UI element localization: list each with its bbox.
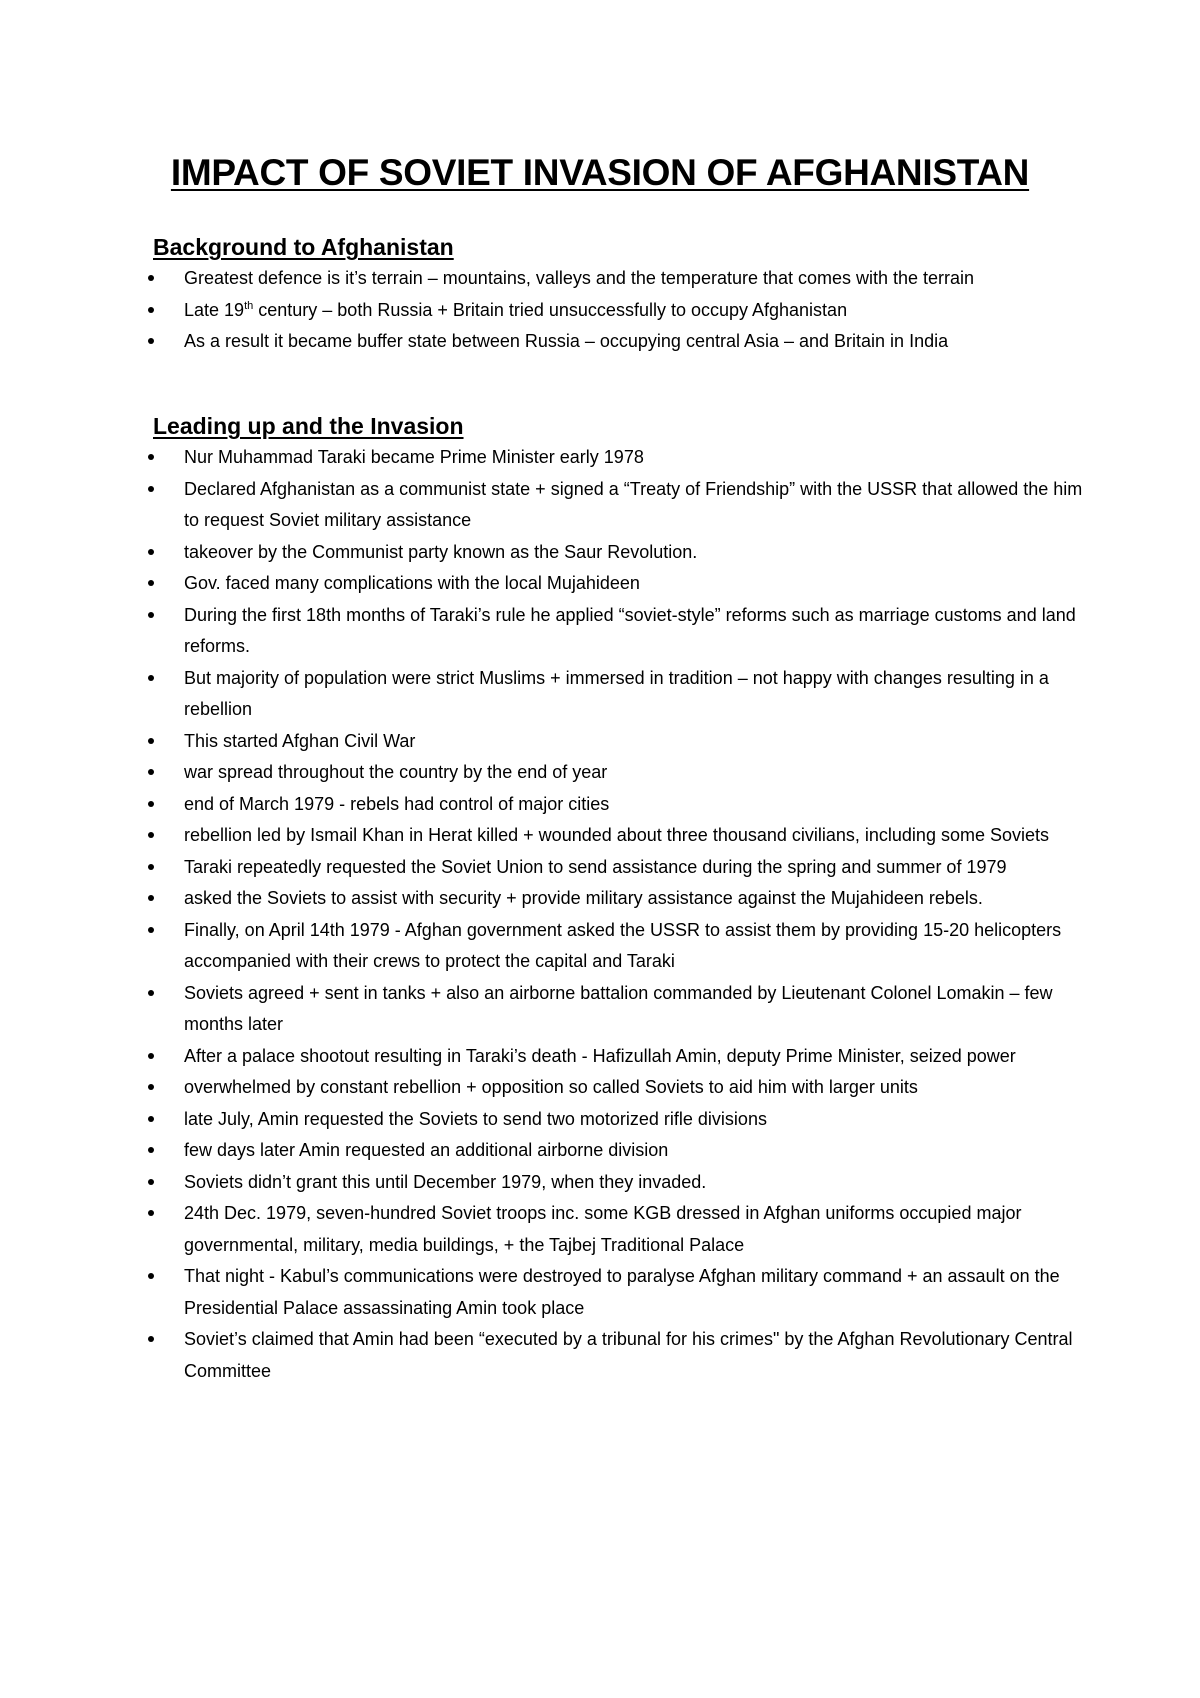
list-item	[148, 568, 1088, 600]
bullet-icon	[148, 738, 154, 744]
bullet-icon	[148, 895, 154, 901]
bullet-icon	[148, 1116, 154, 1122]
list-item-text: rebellion led by Ismail Khan in Herat killed + wounded about three thousand civilians, including some Soviets	[184, 825, 1050, 845]
bullet-icon	[148, 769, 154, 775]
list-item	[148, 852, 1088, 884]
list-item-text: Finally, on April 14th 1979 - Afghan government asked the USSR to assist them by providing 15-20 helicopters accompanied with their crews to protect the capital and Taraki	[184, 919, 1062, 971]
list-item	[148, 1041, 1088, 1073]
bullet-icon	[148, 927, 154, 933]
list-item-text: overwhelmed by constant rebellion + opposition so called Soviets to aid him with larger units	[184, 1077, 918, 1097]
list-item-text: takeover by the Communist party known as the Saur Revolution.	[184, 541, 698, 562]
bullet-icon	[148, 549, 154, 555]
list-item	[148, 295, 1088, 327]
list-item	[148, 978, 1088, 1041]
list-item	[148, 537, 1088, 569]
list-item-text: 24th Dec. 1979, seven-hundred Soviet troops inc. some KGB dressed in Afghan uniforms occupied major governmental, military, media buildings, + the Tajbej Traditional Palace	[184, 1203, 1022, 1255]
bullet-icon	[148, 1084, 154, 1090]
list-item-text: end of March 1979 - rebels had control of major cities	[184, 793, 610, 814]
section-heading-background: Background to Afghanistan	[153, 234, 454, 260]
list-item	[148, 1261, 1088, 1324]
list-item-text: Greatest defence is it’s terrain – mountains, valleys and the temperature that comes with the terrain	[184, 268, 975, 288]
list-item-text: war spread throughout the country by the end of year	[184, 762, 608, 782]
bullet-icon	[148, 338, 154, 344]
bullet-list-background	[148, 263, 1088, 358]
bullet-icon	[148, 275, 154, 281]
section-heading-invasion: Leading up and the Invasion	[153, 413, 464, 439]
bullet-icon	[148, 580, 154, 586]
list-item-text-start: Late 19	[184, 299, 245, 320]
bullet-icon	[148, 1210, 154, 1216]
list-item	[148, 1324, 1088, 1387]
bullet-icon	[148, 1053, 154, 1059]
list-item	[148, 726, 1088, 758]
bullet-icon	[148, 486, 154, 492]
list-item-text: During the first 18th months of Taraki’s rule he applied “soviet-style” reforms such as marriage customs and land reforms.	[184, 604, 1076, 656]
list-item	[148, 789, 1088, 821]
bullet-icon	[148, 1273, 154, 1279]
list-item	[148, 326, 1088, 358]
list-item	[148, 820, 1088, 852]
list-item-text-end: century – both Russia + Britain tried unsuccessfully to occupy Afghanistan	[253, 299, 848, 320]
list-item-text: Taraki repeatedly requested the Soviet Union to send assistance during the spring and summer of 1979	[184, 856, 1007, 877]
list-item	[148, 915, 1088, 978]
list-item	[148, 1198, 1088, 1261]
list-item	[148, 883, 1088, 915]
document-title: IMPACT OF SOVIET INVASION OF AFGHANISTAN	[170, 152, 1030, 193]
list-item-text: few days later Amin requested an additional airborne division	[184, 1140, 669, 1160]
list-item	[148, 1167, 1088, 1199]
list-item-text: Soviets agreed + sent in tanks + also an airborne battalion commanded by Lieutenant Colonel Lomakin – few months later	[184, 982, 1053, 1034]
bullet-icon	[148, 1336, 154, 1342]
bullet-icon	[148, 612, 154, 618]
list-item-text: Gov. faced many complications with the local Mujahideen	[184, 573, 640, 593]
list-item-text: Soviet’s claimed that Amin had been “executed by a tribunal for his crimes" by the Afghan Revolutionary Central Committee	[184, 1329, 1073, 1381]
bullet-icon	[148, 801, 154, 807]
list-item-text: late July, Amin requested the Soviets to send two motorized rifle divisions	[184, 1108, 767, 1129]
list-item-text: That night - Kabul’s communications were destroyed to paralyse Afghan military command + an assault on the Presidential Palace assassinating Amin took place	[184, 1266, 1060, 1318]
list-item-text: After a palace shootout resulting in Taraki’s death - Hafizullah Amin, deputy Prime Minister, seized power	[184, 1045, 1016, 1066]
bullet-icon	[148, 454, 154, 460]
list-item	[148, 442, 1088, 474]
list-item	[148, 663, 1088, 726]
list-item	[148, 757, 1088, 789]
list-item	[148, 1104, 1088, 1136]
list-item-text: asked the Soviets to assist with security + provide military assistance against the Mujahideen rebels.	[184, 888, 983, 908]
list-item	[148, 600, 1088, 663]
list-item-text: Nur Muhammad Taraki became Prime Minister early 1978	[184, 447, 644, 467]
list-item	[148, 474, 1088, 537]
bullet-icon	[148, 864, 154, 870]
bullet-icon	[148, 675, 154, 681]
list-item-text: Declared Afghanistan as a communist state + signed a “Treaty of Friendship” with the USSR that allowed the him to request Soviet military assistance	[184, 478, 1083, 530]
list-item	[148, 263, 1088, 295]
list-item-text: But majority of population were strict Muslims + immersed in tradition – not happy with changes resulting in a rebellion	[184, 667, 1049, 719]
list-item	[148, 1135, 1088, 1167]
bullet-list-invasion	[148, 442, 1088, 1387]
superscript-suffix: th	[244, 299, 254, 312]
bullet-icon	[148, 832, 154, 838]
bullet-icon	[148, 1147, 154, 1153]
list-item-text: Soviets didn’t grant this until December 1979, when they invaded.	[184, 1171, 707, 1192]
list-item-text: This started Afghan Civil War	[184, 730, 416, 751]
list-item	[148, 1072, 1088, 1104]
list-item-text: As a result it became buffer state between Russia – occupying central Asia – and Britain in India	[184, 331, 949, 351]
bullet-icon	[148, 990, 154, 996]
bullet-icon	[148, 1179, 154, 1185]
bullet-icon	[148, 307, 154, 313]
